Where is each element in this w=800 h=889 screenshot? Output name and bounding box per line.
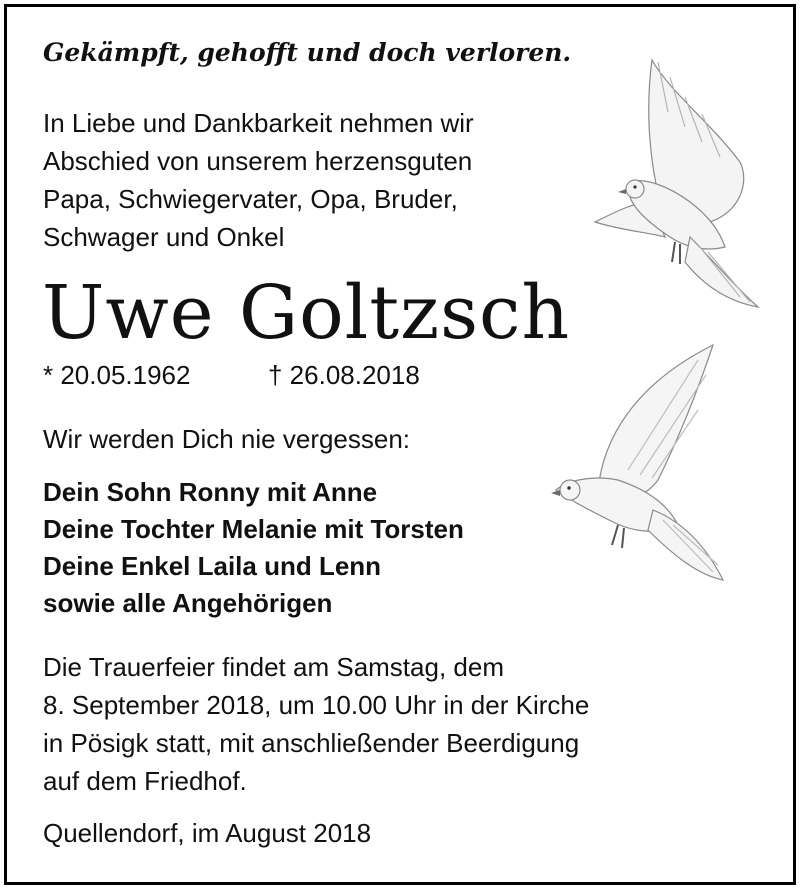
intro-line: Schwager und Onkel: [43, 222, 285, 252]
remembrance-line: Wir werden Dich nie vergessen:: [43, 424, 411, 454]
death-date: † 26.08.2018: [268, 360, 420, 390]
service-line: 8. September 2018, um 10.00 Uhr in der Kirche: [43, 690, 590, 720]
dove-icon: [590, 52, 765, 312]
family-list: [43, 474, 464, 622]
service-line: in Pösigk statt, mit anschließender Beerdigung: [43, 728, 580, 758]
birth-date: * 20.05.1962: [43, 360, 191, 390]
funeral-service-info: [43, 648, 589, 800]
intro-line: Abschied von unserem herzensguten: [43, 146, 473, 176]
motto: Gekämpft, gehofft und doch verloren.: [43, 38, 572, 67]
deceased-name: Uwe Goltzsch: [42, 270, 571, 356]
intro-text: [43, 104, 474, 256]
family-member-line: Deine Tochter Melanie mit Torsten: [43, 514, 464, 544]
service-line: auf dem Friedhof.: [43, 766, 247, 796]
service-line: Die Trauerfeier findet am Samstag, dem: [43, 652, 504, 682]
family-member-line: sowie alle Angehörigen: [43, 588, 333, 618]
family-member-line: Dein Sohn Ronny mit Anne: [43, 477, 378, 507]
intro-line: In Liebe und Dankbarkeit nehmen wir: [43, 108, 474, 138]
family-member-line: Deine Enkel Laila und Lenn: [43, 551, 382, 581]
place-and-date: Quellendorf, im August 2018: [43, 818, 372, 848]
dove-icon: [548, 340, 728, 590]
life-dates: [43, 360, 420, 391]
intro-line: Papa, Schwiegervater, Opa, Bruder,: [43, 184, 458, 214]
